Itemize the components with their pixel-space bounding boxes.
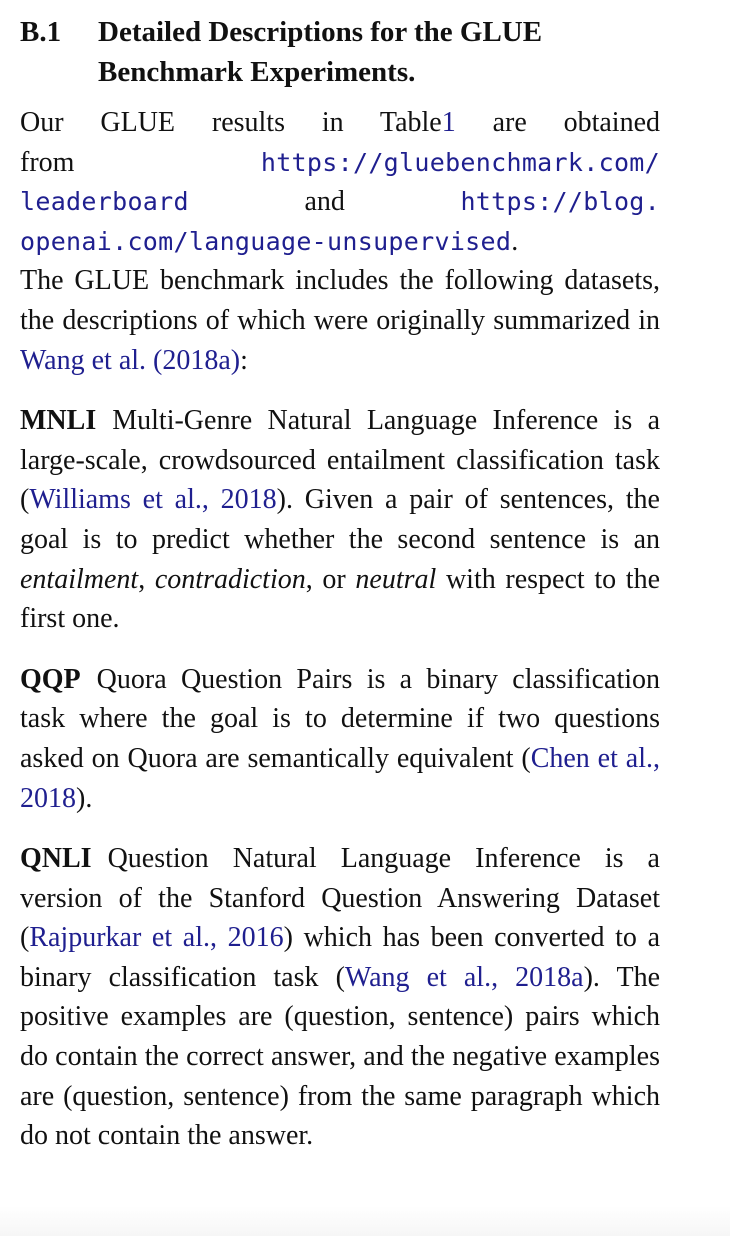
section-title xyxy=(98,12,660,92)
intro-text: and xyxy=(304,186,345,218)
mnli-text: ). Given a pair of sentences, the goal is to predict whether the second sentence is an xyxy=(20,484,660,555)
intro-rest xyxy=(20,261,660,380)
label-neutral: neutral xyxy=(355,563,437,595)
qnli-text: ) which has been converted to a binary classification task ( xyxy=(20,922,660,993)
qqp-text: ). xyxy=(76,782,93,814)
mnli-text: , or xyxy=(305,563,356,595)
intro-line-2 xyxy=(20,143,660,183)
paper-page xyxy=(20,12,660,1156)
qnli-term: QNLI xyxy=(20,843,92,875)
mnli-term: MNLI xyxy=(20,405,97,437)
qqp-term: QQP xyxy=(20,663,81,695)
mnli-text: , xyxy=(138,563,155,595)
section-title-line2: Benchmark Experiments. xyxy=(98,56,416,88)
qnli-paragraph xyxy=(20,839,660,1156)
mnli-text: Multi-Genre Natural Language Inference is a large-scale, crowdsourced entailment classification task ( xyxy=(20,405,660,516)
openai-blog-link-part1[interactable]: https://blog. xyxy=(460,187,661,217)
section-heading xyxy=(20,12,660,92)
mnli-text: with respect to the first one. xyxy=(20,563,660,635)
citation-chen-2018[interactable]: Chen et al., 2018 xyxy=(20,742,660,814)
label-entailment: entailment xyxy=(20,563,139,595)
label-contradiction: contradiction xyxy=(154,563,306,595)
qnli-text: ). The positive examples are (question, sentence) pairs which do contain the correct answer, and the negative examples are (question, sentence) from the same paragraph which do not contain the answer. xyxy=(20,961,660,1152)
intro-text: from xyxy=(20,146,75,178)
citation-rajpurkar-2016[interactable]: Rajpurkar et al., 2016 xyxy=(29,922,284,954)
intro-text: . xyxy=(511,225,519,257)
intro-line-1 xyxy=(20,103,660,143)
citation-wang-2018a[interactable]: Wang et al., 2018a xyxy=(344,961,584,993)
intro-text: Our GLUE results in Table xyxy=(20,107,442,138)
qqp-paragraph xyxy=(20,660,660,818)
section-title-line1: Detailed Descriptions for the GLUE xyxy=(98,16,543,48)
intro-paragraph xyxy=(20,103,660,380)
qqp-text: Quora Question Pairs is a binary classification task where the goal is to determine if two questions asked on Quora are semantically equivalent ( xyxy=(20,663,660,774)
intro-line-3 xyxy=(20,182,660,222)
page-bottom-edge xyxy=(0,1206,730,1236)
citation-wang-2018a[interactable]: Wang et al. (2018a) xyxy=(20,344,241,376)
intro-text: The GLUE benchmark includes the following datasets, the descriptions of which were originally summarized in xyxy=(20,265,660,336)
qnli-text: Question Natural Language Inference is a version of the Stanford Question Answering Dataset ( xyxy=(20,843,660,954)
intro-line-4 xyxy=(20,222,660,262)
mnli-paragraph xyxy=(20,401,660,639)
glue-leaderboard-link-part2[interactable]: leaderboard xyxy=(20,187,189,217)
glue-leaderboard-link-part1[interactable]: https://gluebenchmark.com/ xyxy=(260,147,660,177)
intro-text: are obtained xyxy=(492,107,660,138)
table-ref-link[interactable]: 1 xyxy=(441,107,456,138)
section-number: B.1 xyxy=(20,16,62,48)
intro-text: : xyxy=(240,344,248,376)
openai-blog-link-part2[interactable]: openai.com/language-unsupervised xyxy=(20,226,512,256)
citation-williams-2018[interactable]: Williams et al., 2018 xyxy=(29,484,277,516)
